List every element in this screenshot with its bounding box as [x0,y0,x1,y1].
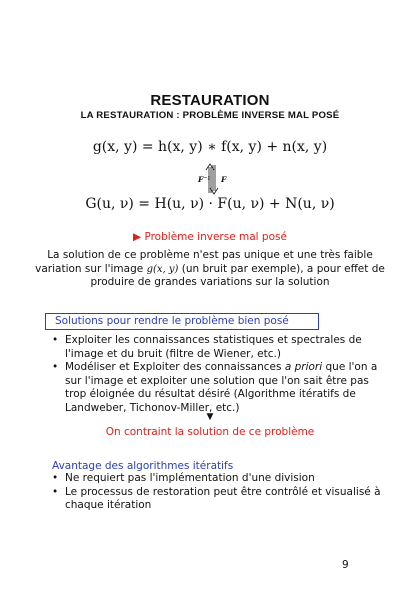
list-item [52,334,392,361]
right-triangle-icon: ▶ [133,231,142,243]
slide-subtitle: LA RESTAURATION : PROBLÈME INVERSE MAL POSÉ [80,110,340,121]
bullet-dot-icon: • [52,361,59,373]
forward-transform-label: F [221,175,227,184]
solution-text: Exploiter les connaissances statistiques et spectrales de l'image et du bruit (filtre de Wiener, etc.) [65,334,362,360]
list-item [52,472,392,486]
list-item [52,486,392,513]
bullet-dot-icon: • [52,334,59,346]
constraint-text: On contraint la solution de ce problème [105,426,315,438]
list-item [52,361,392,415]
paragraph-text-1: La solution de ce problème n'est pas unique et une très faible variation sur l'image [35,249,373,275]
bullet-dot-icon: • [52,485,59,498]
problem-label: Problème inverse mal posé [144,231,287,243]
frequency-equation: G(u, ν) = H(u, ν) · F(u, ν) + N(u, ν) [85,196,335,212]
solution-italic: a priori [284,361,323,373]
solutions-box-label: Solutions pour rendre le problème bien posé [55,315,289,327]
page-number: 9 [342,559,349,571]
solution-text: Modéliser et Exploiter des connaissances [65,361,285,373]
down-triangle-icon: ▼ [206,412,214,422]
solutions-box [45,313,319,330]
advantages-list [52,472,392,513]
problem-heading [0,231,420,243]
solution-text: que l'on a sur l'image et exploiter une solution que l'on sait être pas trop éloignée du résultat désiré (Algorithme itératifs de Landweber, Tichonov-Miller, etc.) [65,361,378,414]
advantage-text: Ne requiert pas l'implémentation d'une division [65,472,315,484]
bullet-dot-icon: • [52,472,59,484]
explanation-paragraph [28,249,392,290]
paragraph-math: g(x, y) [146,263,179,275]
slide-title: RESTAURATION [150,92,270,109]
solutions-list [52,334,392,415]
paragraph-text-2: (un bruit par exemple), a pour effet de produire de grandes variations sur la solution [90,262,385,288]
advantage-text: Le processus de restoration peut être contrôlé et visualisé à chaque itération [65,485,381,511]
advantages-title: Avantage des algorithmes itératifs [52,460,234,472]
spatial-equation: g(x, y) = h(x, y) ∗ f(x, y) + n(x, y) [92,139,328,155]
inverse-transform-label: F⁻¹ [198,175,211,184]
